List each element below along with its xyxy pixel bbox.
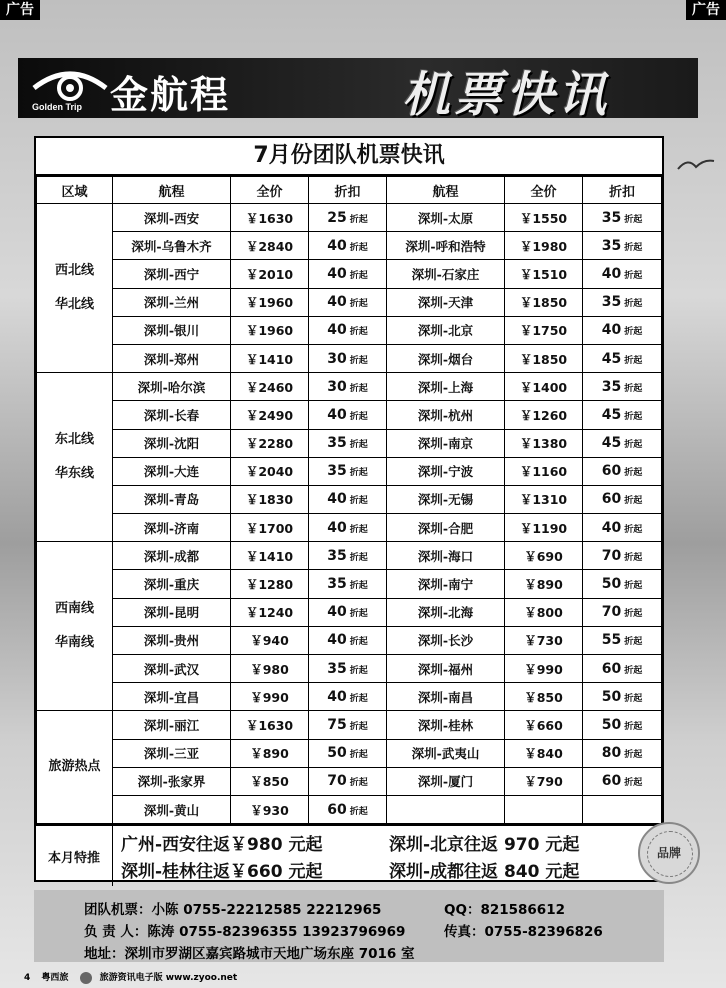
discount-cell [583,232,662,260]
discount-cell [583,514,662,542]
region-label: 华东线 [54,466,94,482]
footer-site: 旅游资讯电子版 www.zyoo.net [99,973,238,983]
price-cell: ￥2490 [231,401,309,429]
ad-tag-right: 广告 [686,0,726,20]
price-cell: ￥1700 [231,514,309,542]
discount-cell [583,316,662,344]
route-cell: 深圳-长沙 [387,626,505,654]
discount-cell [309,795,387,823]
route-cell: 深圳-沈阳 [113,429,231,457]
discount-unit: 折起 [349,721,368,732]
discount-cell [583,485,662,513]
discount-value: 40 [327,519,347,536]
discount-cell [309,288,387,316]
discount-value: 40 [327,322,347,339]
discount-value: 45 [601,435,622,452]
discount-unit: 折起 [349,693,368,704]
seal-text: 品牌 [656,846,681,860]
discount-unit: 折起 [624,665,643,676]
route-cell: 深圳-西宁 [113,260,231,288]
route-cell: 深圳-天津 [387,288,505,316]
discount-cell [309,429,387,457]
table-row [37,655,662,683]
price-cell: ￥1260 [505,401,583,429]
discount-cell [309,711,387,739]
discount-value: 60 [601,491,622,508]
route-cell: 深圳-郑州 [113,344,231,372]
route-cell: 深圳-张家界 [113,767,231,795]
discount-value: 35 [601,378,622,395]
header-cell: 航程 [113,177,231,204]
page-footer [24,970,245,984]
price-cell: ￥890 [231,739,309,767]
route-cell: 深圳-合肥 [387,514,505,542]
region-label: 西北线 [54,263,94,279]
discount-value: 60 [601,660,622,677]
discount-value: 70 [601,547,622,564]
header-cell: 折扣 [309,177,387,204]
header-cell: 航程 [387,177,505,204]
discount-unit: 折起 [624,581,643,592]
route-cell: 深圳-厦门 [387,767,505,795]
route-cell: 深圳-武夷山 [387,739,505,767]
table-header-row [37,177,662,204]
discount-cell [583,288,662,316]
discount-unit: 折起 [349,806,368,817]
route-cell: 深圳-青岛 [113,485,231,513]
discount-unit: 折起 [349,637,368,648]
route-cell: 深圳-宁波 [387,457,505,485]
discount-cell [583,401,662,429]
discount-value: 40 [601,519,622,536]
route-cell: 深圳-桂林 [387,711,505,739]
route-cell: 深圳-贵州 [113,626,231,654]
route-cell: 深圳-石家庄 [387,260,505,288]
price-cell: ￥800 [505,598,583,626]
discount-unit: 折起 [349,270,368,281]
discount-cell [309,204,387,232]
fare-table [36,176,662,824]
price-cell: ￥940 [231,626,309,654]
table-row [37,429,662,457]
header-cell: 折扣 [583,177,662,204]
discount-cell [309,401,387,429]
table-row [37,570,662,598]
route-cell: 深圳-海口 [387,542,505,570]
region-cell [37,542,113,711]
discount-value: 40 [327,237,347,254]
discount-value: 35 [327,576,347,593]
price-cell: ￥2010 [231,260,309,288]
discount-cell [583,711,662,739]
discount-unit: 折起 [349,242,368,253]
discount-unit: 折起 [624,693,643,704]
page-number: 4 [24,973,31,983]
discount-value: 40 [327,632,347,649]
discount-cell [309,344,387,372]
price-cell: ￥1240 [231,598,309,626]
discount-cell [583,373,662,401]
price-cell: ￥1960 [231,316,309,344]
price-cell: ￥1630 [231,711,309,739]
table-row [37,683,662,711]
discount-unit: 折起 [349,552,368,563]
discount-value: 40 [601,322,622,339]
route-cell: 深圳-济南 [113,514,231,542]
discount-cell [583,344,662,372]
discount-unit: 折起 [624,242,643,253]
special-item: 深圳-北京往返 970 元起 [389,835,580,856]
price-cell: ￥1850 [505,344,583,372]
route-cell: 深圳-乌鲁木齐 [113,232,231,260]
discount-value: 80 [601,745,622,762]
discount-unit: 折起 [624,270,643,281]
route-cell: 深圳-烟台 [387,344,505,372]
route-cell: 深圳-兰州 [113,288,231,316]
discount-value: 60 [601,463,622,480]
discount-cell [309,767,387,795]
discount-value: 50 [601,688,622,705]
route-cell [387,795,505,823]
discount-value: 60 [601,773,622,790]
discount-unit: 折起 [624,778,643,789]
route-cell: 深圳-太原 [387,204,505,232]
price-cell: ￥1160 [505,457,583,485]
discount-unit: 折起 [624,750,643,761]
price-cell: ￥850 [231,767,309,795]
special-list [113,826,662,886]
table-row [37,514,662,542]
contact-qq: QQ：821586612 [444,902,565,918]
table-row [37,542,662,570]
discount-unit: 折起 [349,214,368,225]
route-cell: 深圳-长春 [113,401,231,429]
discount-value: 30 [327,378,347,395]
discount-cell [583,204,662,232]
contact-fax: 传真：0755-82396826 [444,924,603,940]
price-cell: ￥790 [505,767,583,795]
price-cell [505,795,583,823]
contact-box [34,890,664,962]
route-cell: 深圳-无锡 [387,485,505,513]
price-cell: ￥990 [505,655,583,683]
discount-unit: 折起 [624,383,643,394]
price-cell: ￥1830 [231,485,309,513]
discount-value: 40 [327,491,347,508]
price-cell: ￥2280 [231,429,309,457]
discount-value: 70 [327,773,347,790]
discount-value: 40 [327,604,347,621]
region-cell [37,711,113,824]
route-cell: 深圳-丽江 [113,711,231,739]
region-label: 西南线 [54,601,94,617]
discount-cell [583,767,662,795]
route-cell: 深圳-南宁 [387,570,505,598]
discount-cell [309,457,387,485]
price-cell: ￥1510 [505,260,583,288]
route-cell: 深圳-福州 [387,655,505,683]
discount-cell [583,542,662,570]
price-cell: ￥1410 [231,344,309,372]
ticket-panel [34,136,664,882]
table-row [37,767,662,795]
discount-cell [309,232,387,260]
header-cell: 区域 [37,177,113,204]
discount-cell [583,683,662,711]
magazine-name: 粤西旅 [41,973,69,983]
discount-value: 45 [601,350,622,367]
discount-cell [583,626,662,654]
discount-cell [309,316,387,344]
discount-unit: 折起 [349,440,368,451]
discount-cell [583,260,662,288]
route-cell: 深圳-武汉 [113,655,231,683]
discount-value: 50 [601,716,622,733]
route-cell: 深圳-呼和浩特 [387,232,505,260]
discount-unit: 折起 [624,552,643,563]
discount-value: 35 [327,463,347,480]
discount-cell [309,570,387,598]
discount-cell [309,739,387,767]
globe-icon [80,972,92,984]
table-row [37,401,662,429]
discount-value: 75 [327,716,347,733]
discount-unit: 折起 [624,355,643,366]
discount-cell [309,626,387,654]
brand-seal [638,822,700,884]
region-cell [37,373,113,542]
route-cell: 深圳-南昌 [387,683,505,711]
table-row [37,739,662,767]
brand-header [18,58,698,123]
monthly-special [36,824,662,886]
price-cell: ￥840 [505,739,583,767]
table-row [37,373,662,401]
discount-unit: 折起 [349,411,368,422]
discount-value: 45 [601,406,622,423]
discount-unit: 折起 [624,327,643,338]
discount-unit: 折起 [624,440,643,451]
discount-cell [309,514,387,542]
slogan: 机票快讯 [402,67,611,123]
discount-cell [583,429,662,457]
price-cell: ￥660 [505,711,583,739]
panel-title: 7月份团队机票快讯 [36,138,662,176]
discount-cell [309,542,387,570]
discount-value: 35 [601,209,622,226]
price-cell: ￥2040 [231,457,309,485]
discount-cell [583,739,662,767]
discount-value: 60 [327,801,347,818]
discount-cell [309,683,387,711]
region-cell [37,204,113,373]
discount-unit: 折起 [624,468,643,479]
route-cell: 深圳-上海 [387,373,505,401]
route-cell: 深圳-宜昌 [113,683,231,711]
discount-unit: 折起 [349,299,368,310]
route-cell: 深圳-北海 [387,598,505,626]
table-row [37,598,662,626]
brand-name: 金航程 [110,73,231,117]
discount-value: 25 [327,209,347,226]
price-cell: ￥1190 [505,514,583,542]
discount-value: 70 [601,604,622,621]
table-row [37,232,662,260]
price-cell: ￥890 [505,570,583,598]
discount-unit: 折起 [349,327,368,338]
table-row [37,795,662,823]
contact-group-phone: 团队机票：小陈 0755-22212585 22212965 [84,902,382,918]
discount-unit: 折起 [624,299,643,310]
ad-tag-left: 广告 [0,0,40,20]
discount-cell [309,373,387,401]
discount-value: 55 [601,632,622,649]
price-cell: ￥1550 [505,204,583,232]
route-cell: 深圳-北京 [387,316,505,344]
discount-value: 40 [327,265,347,282]
discount-cell [583,570,662,598]
discount-unit: 折起 [349,355,368,366]
discount-unit: 折起 [349,468,368,479]
route-cell: 深圳-黄山 [113,795,231,823]
discount-unit: 折起 [624,609,643,620]
region-label: 旅游热点 [48,759,101,775]
table-row [37,485,662,513]
discount-unit: 折起 [349,778,368,789]
route-cell: 深圳-昆明 [113,598,231,626]
route-cell: 深圳-重庆 [113,570,231,598]
table-row [37,711,662,739]
discount-unit: 折起 [349,750,368,761]
header-cell: 全价 [505,177,583,204]
price-cell: ￥1960 [231,288,309,316]
discount-value: 40 [601,265,622,282]
discount-value: 35 [601,237,622,254]
discount-unit: 折起 [624,214,643,225]
special-item: 广州-西安往返￥980 元起 [121,835,323,856]
price-cell: ￥2840 [231,232,309,260]
discount-unit: 折起 [624,524,643,535]
discount-cell [309,260,387,288]
discount-cell [583,457,662,485]
discount-value: 35 [601,294,622,311]
discount-unit: 折起 [349,581,368,592]
discount-value: 40 [327,294,347,311]
price-cell: ￥850 [505,683,583,711]
special-item: 深圳-桂林往返￥660 元起 [121,862,323,883]
price-cell: ￥1280 [231,570,309,598]
contact-address: 地址：深圳市罗湖区嘉宾路城市天地广场东座 7016 室 [84,946,415,962]
price-cell: ￥1850 [505,288,583,316]
discount-unit: 折起 [349,496,368,507]
price-cell: ￥730 [505,626,583,654]
table-row [37,288,662,316]
price-cell: ￥1410 [231,542,309,570]
discount-value: 50 [601,576,622,593]
price-cell: ￥930 [231,795,309,823]
discount-cell [583,598,662,626]
discount-value: 40 [327,406,347,423]
route-cell: 深圳-成都 [113,542,231,570]
price-cell: ￥1400 [505,373,583,401]
discount-value: 30 [327,350,347,367]
region-label: 东北线 [54,432,94,448]
discount-cell [309,598,387,626]
table-row [37,457,662,485]
discount-unit: 折起 [349,665,368,676]
region-label: 华南线 [54,635,94,651]
discount-value: 35 [327,660,347,677]
route-cell: 深圳-三亚 [113,739,231,767]
route-cell: 深圳-大连 [113,457,231,485]
price-cell: ￥1750 [505,316,583,344]
table-row [37,344,662,372]
table-row [37,626,662,654]
route-cell: 深圳-杭州 [387,401,505,429]
discount-cell [309,485,387,513]
discount-cell [583,655,662,683]
discount-value: 35 [327,547,347,564]
route-cell: 深圳-银川 [113,316,231,344]
price-cell: ￥1310 [505,485,583,513]
discount-unit: 折起 [349,383,368,394]
discount-cell [309,655,387,683]
discount-value: 40 [327,688,347,705]
discount-unit: 折起 [624,721,643,732]
discount-unit: 折起 [349,524,368,535]
price-cell: ￥2460 [231,373,309,401]
route-cell: 深圳-南京 [387,429,505,457]
price-cell: ￥1980 [505,232,583,260]
discount-unit: 折起 [624,637,643,648]
discount-value: 50 [327,745,347,762]
route-cell: 深圳-西安 [113,204,231,232]
price-cell: ￥1630 [231,204,309,232]
special-item: 深圳-成都往返 840 元起 [389,862,580,883]
table-row [37,204,662,232]
table-row [37,260,662,288]
brand-english-name: Golden Trip [32,102,83,112]
contact-manager: 负 责 人：陈涛 0755-82396355 13923796969 [84,924,406,940]
route-cell: 深圳-哈尔滨 [113,373,231,401]
special-label: 本月特推 [36,826,113,886]
price-cell: ￥980 [231,655,309,683]
region-label: 华北线 [54,297,94,313]
discount-value: 35 [327,435,347,452]
price-cell: ￥1380 [505,429,583,457]
price-cell: ￥690 [505,542,583,570]
header-cell: 全价 [231,177,309,204]
discount-unit: 折起 [624,496,643,507]
discount-unit: 折起 [624,411,643,422]
table-row [37,316,662,344]
discount-unit: 折起 [349,609,368,620]
price-cell: ￥990 [231,683,309,711]
bird-icon [676,155,716,175]
discount-cell [583,795,662,823]
